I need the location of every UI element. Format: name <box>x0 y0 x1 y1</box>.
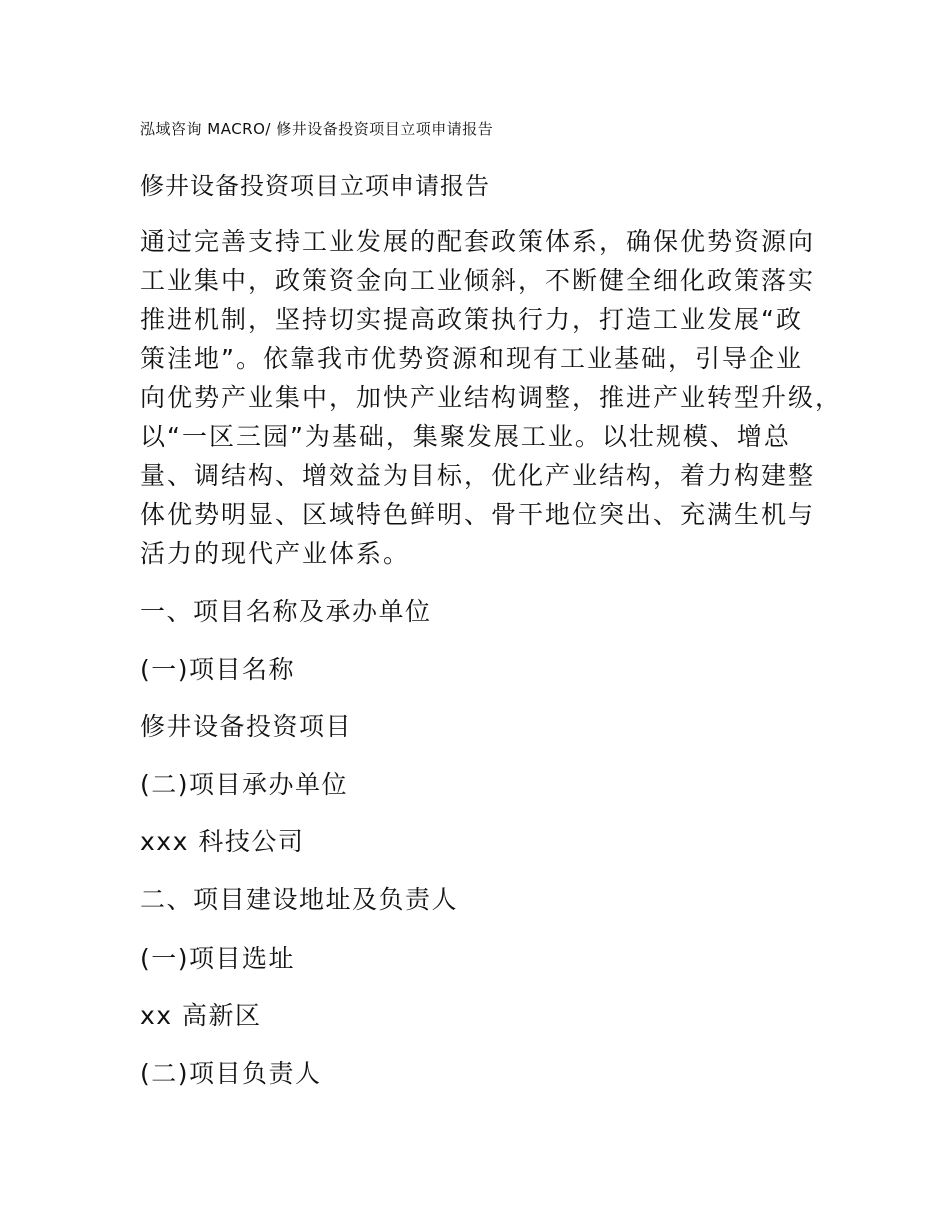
paragraph-line: 量、调结构、增效益为目标，优化产业结构，着力构建整 <box>140 461 816 490</box>
paragraph-line: 通过完善支持工业发展的配套政策体系，确保优势资源向 <box>140 227 816 256</box>
undertaking-unit-value: xxx 科技公司 <box>140 827 305 856</box>
paragraph-line: 推进机制，坚持切实提高政策执行力，打造工业发展“政 <box>140 305 803 334</box>
page-header-breadcrumb: 泓域咨询 MACRO/ 修井设备投资项目立项申请报告 <box>140 120 494 138</box>
paragraph-line: 向优势产业集中，加快产业结构调整，推进产业转型升级， <box>140 383 843 412</box>
intro-paragraph <box>140 222 843 573</box>
subsection-heading-undertaking-unit: (二)项目承办单位 <box>140 770 349 799</box>
paragraph-line: 工业集中，政策资金向工业倾斜，不断健全细化政策落实 <box>140 266 816 295</box>
subsection-heading-project-name: (一)项目名称 <box>140 655 296 684</box>
site-value: xx 高新区 <box>140 1001 262 1030</box>
paragraph-line: 活力的现代产业体系。 <box>140 539 411 568</box>
section-heading-location: 二、项目建设地址及负责人 <box>140 885 459 914</box>
paragraph-line: 以“一区三园”为基础，集聚发展工业。以壮规模、增总 <box>140 422 791 451</box>
subsection-heading-site: (一)项目选址 <box>140 944 296 973</box>
document-title: 修井设备投资项目立项申请报告 <box>140 172 490 200</box>
paragraph-line: 体优势明显、区域特色鲜明、骨干地位突出、充满生机与 <box>140 500 816 529</box>
subsection-heading-person-in-charge: (二)项目负责人 <box>140 1059 322 1088</box>
project-name-value: 修井设备投资项目 <box>140 712 353 741</box>
paragraph-line: 策洼地”。依靠我市优势资源和现有工业基础，引导企业 <box>140 344 803 373</box>
section-heading-project-name: 一、项目名称及承办单位 <box>140 597 432 626</box>
